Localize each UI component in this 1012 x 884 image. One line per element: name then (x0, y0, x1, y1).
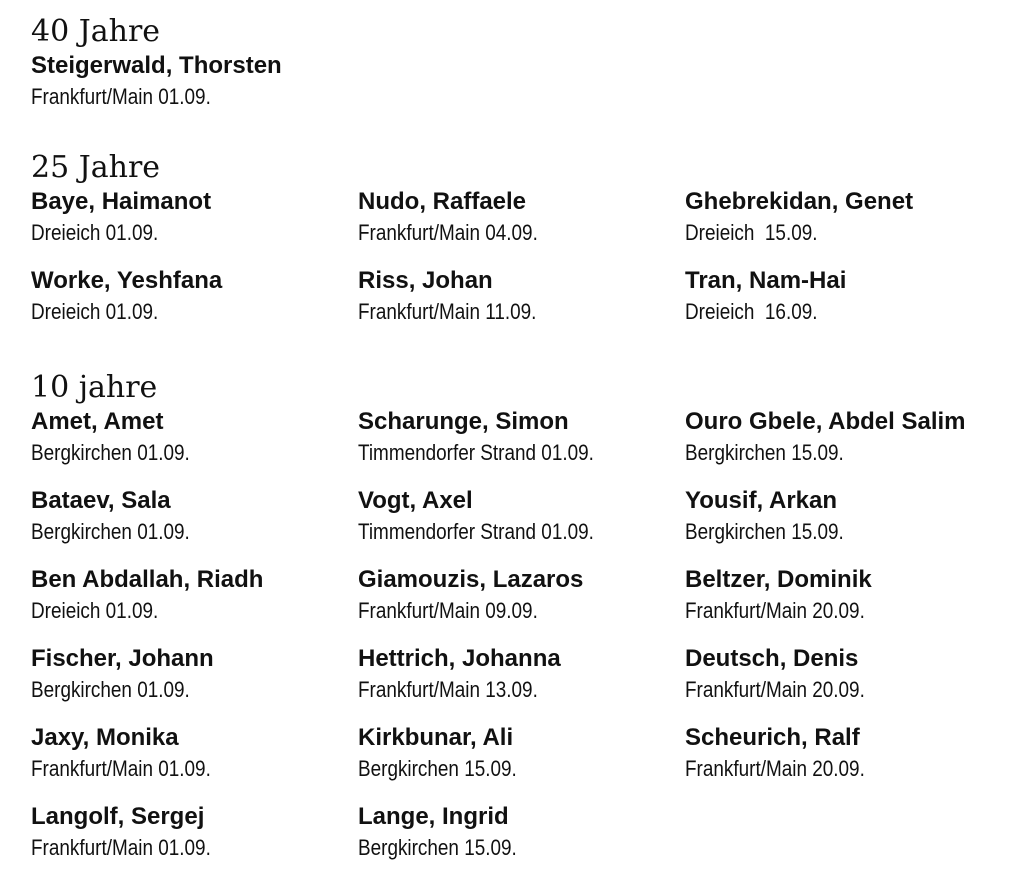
person-name: Baye, Haimanot (31, 188, 212, 215)
person-name: Nudo, Raffaele (358, 188, 527, 215)
location-date: Timmendorfer Strand 01.09. (358, 440, 594, 465)
location-date: Bergkirchen 01.09. (31, 519, 190, 544)
list-item (685, 564, 1001, 630)
location-date: Timmendorfer Strand 01.09. (358, 519, 594, 544)
location-date: Frankfurt/Main 01.09. (31, 84, 211, 109)
section-25-jahre (31, 150, 1001, 370)
person-name: Deutsch, Denis (685, 645, 859, 672)
person-name: Vogt, Axel (358, 487, 473, 514)
location-date: Bergkirchen 15.09. (358, 835, 517, 860)
list-item (685, 265, 1001, 331)
person-name: Fischer, Johann (31, 645, 214, 672)
entry-grid (31, 50, 1001, 116)
list-item (31, 643, 358, 709)
location-date: Frankfurt/Main 11.09. (358, 299, 537, 324)
list-item (358, 722, 685, 788)
location-date: Bergkirchen 15.09. (358, 756, 517, 781)
list-item (358, 564, 685, 630)
list-item (358, 801, 685, 867)
person-name: Amet, Amet (31, 408, 164, 435)
location-date: Dreieich 01.09. (31, 598, 159, 623)
person-name: Hettrich, Johanna (358, 645, 561, 672)
person-name: Bataev, Sala (31, 487, 171, 514)
list-item (685, 186, 1001, 252)
list-item (31, 722, 358, 788)
person-name: Jaxy, Monika (31, 724, 179, 751)
location-date: Dreieich 15.09. (685, 220, 818, 245)
list-item (31, 186, 358, 252)
list-item (358, 406, 685, 472)
person-name: Langolf, Sergej (31, 803, 205, 830)
person-name: Ben Abdallah, Riadh (31, 566, 264, 593)
section-40-jahre (31, 0, 1001, 150)
anniversary-list (31, 0, 1001, 867)
person-name: Worke, Yeshfana (31, 267, 223, 294)
person-name: Beltzer, Dominik (685, 566, 872, 593)
section-10-jahre (31, 370, 1001, 867)
person-name: Riss, Johan (358, 267, 493, 294)
list-item (31, 801, 358, 867)
list-item (685, 722, 1001, 788)
person-name: Lange, Ingrid (358, 803, 509, 830)
section-heading: 10 jahre (31, 370, 158, 405)
location-date: Frankfurt/Main 01.09. (31, 835, 211, 860)
person-name: Kirkbunar, Ali (358, 724, 514, 751)
person-name: Yousif, Arkan (685, 487, 838, 514)
location-date: Frankfurt/Main 20.09. (685, 598, 865, 623)
person-name: Ghebrekidan, Genet (685, 188, 914, 215)
location-date: Dreieich 01.09. (31, 220, 159, 245)
list-item (31, 564, 358, 630)
list-item (685, 485, 1001, 551)
location-date: Bergkirchen 01.09. (31, 677, 190, 702)
list-item (31, 265, 358, 331)
location-date: Frankfurt/Main 20.09. (685, 756, 865, 781)
section-heading: 25 Jahre (31, 150, 161, 185)
list-item (31, 406, 358, 472)
list-item (685, 643, 1001, 709)
list-item (358, 485, 685, 551)
location-date: Dreieich 01.09. (31, 299, 159, 324)
list-item (358, 186, 685, 252)
list-item (358, 265, 685, 331)
list-item (31, 485, 358, 551)
entry-grid (31, 186, 1001, 331)
person-name: Tran, Nam-Hai (685, 267, 847, 294)
person-name: Steigerwald, Thorsten (31, 52, 282, 79)
location-date: Dreieich 16.09. (685, 299, 818, 324)
list-item (31, 50, 358, 116)
location-date: Bergkirchen 01.09. (31, 440, 190, 465)
location-date: Frankfurt/Main 20.09. (685, 677, 865, 702)
location-date: Frankfurt/Main 01.09. (31, 756, 211, 781)
person-name: Ouro Gbele, Abdel Salim (685, 408, 966, 435)
list-item (685, 406, 1001, 472)
entry-grid (31, 406, 1001, 867)
location-date: Bergkirchen 15.09. (685, 519, 844, 544)
location-date: Frankfurt/Main 09.09. (358, 598, 538, 623)
location-date: Bergkirchen 15.09. (685, 440, 844, 465)
person-name: Scheurich, Ralf (685, 724, 860, 751)
location-date: Frankfurt/Main 04.09. (358, 220, 538, 245)
person-name: Giamouzis, Lazaros (358, 566, 584, 593)
person-name: Scharunge, Simon (358, 408, 569, 435)
section-heading: 40 Jahre (31, 14, 161, 49)
location-date: Frankfurt/Main 13.09. (358, 677, 538, 702)
list-item (358, 643, 685, 709)
